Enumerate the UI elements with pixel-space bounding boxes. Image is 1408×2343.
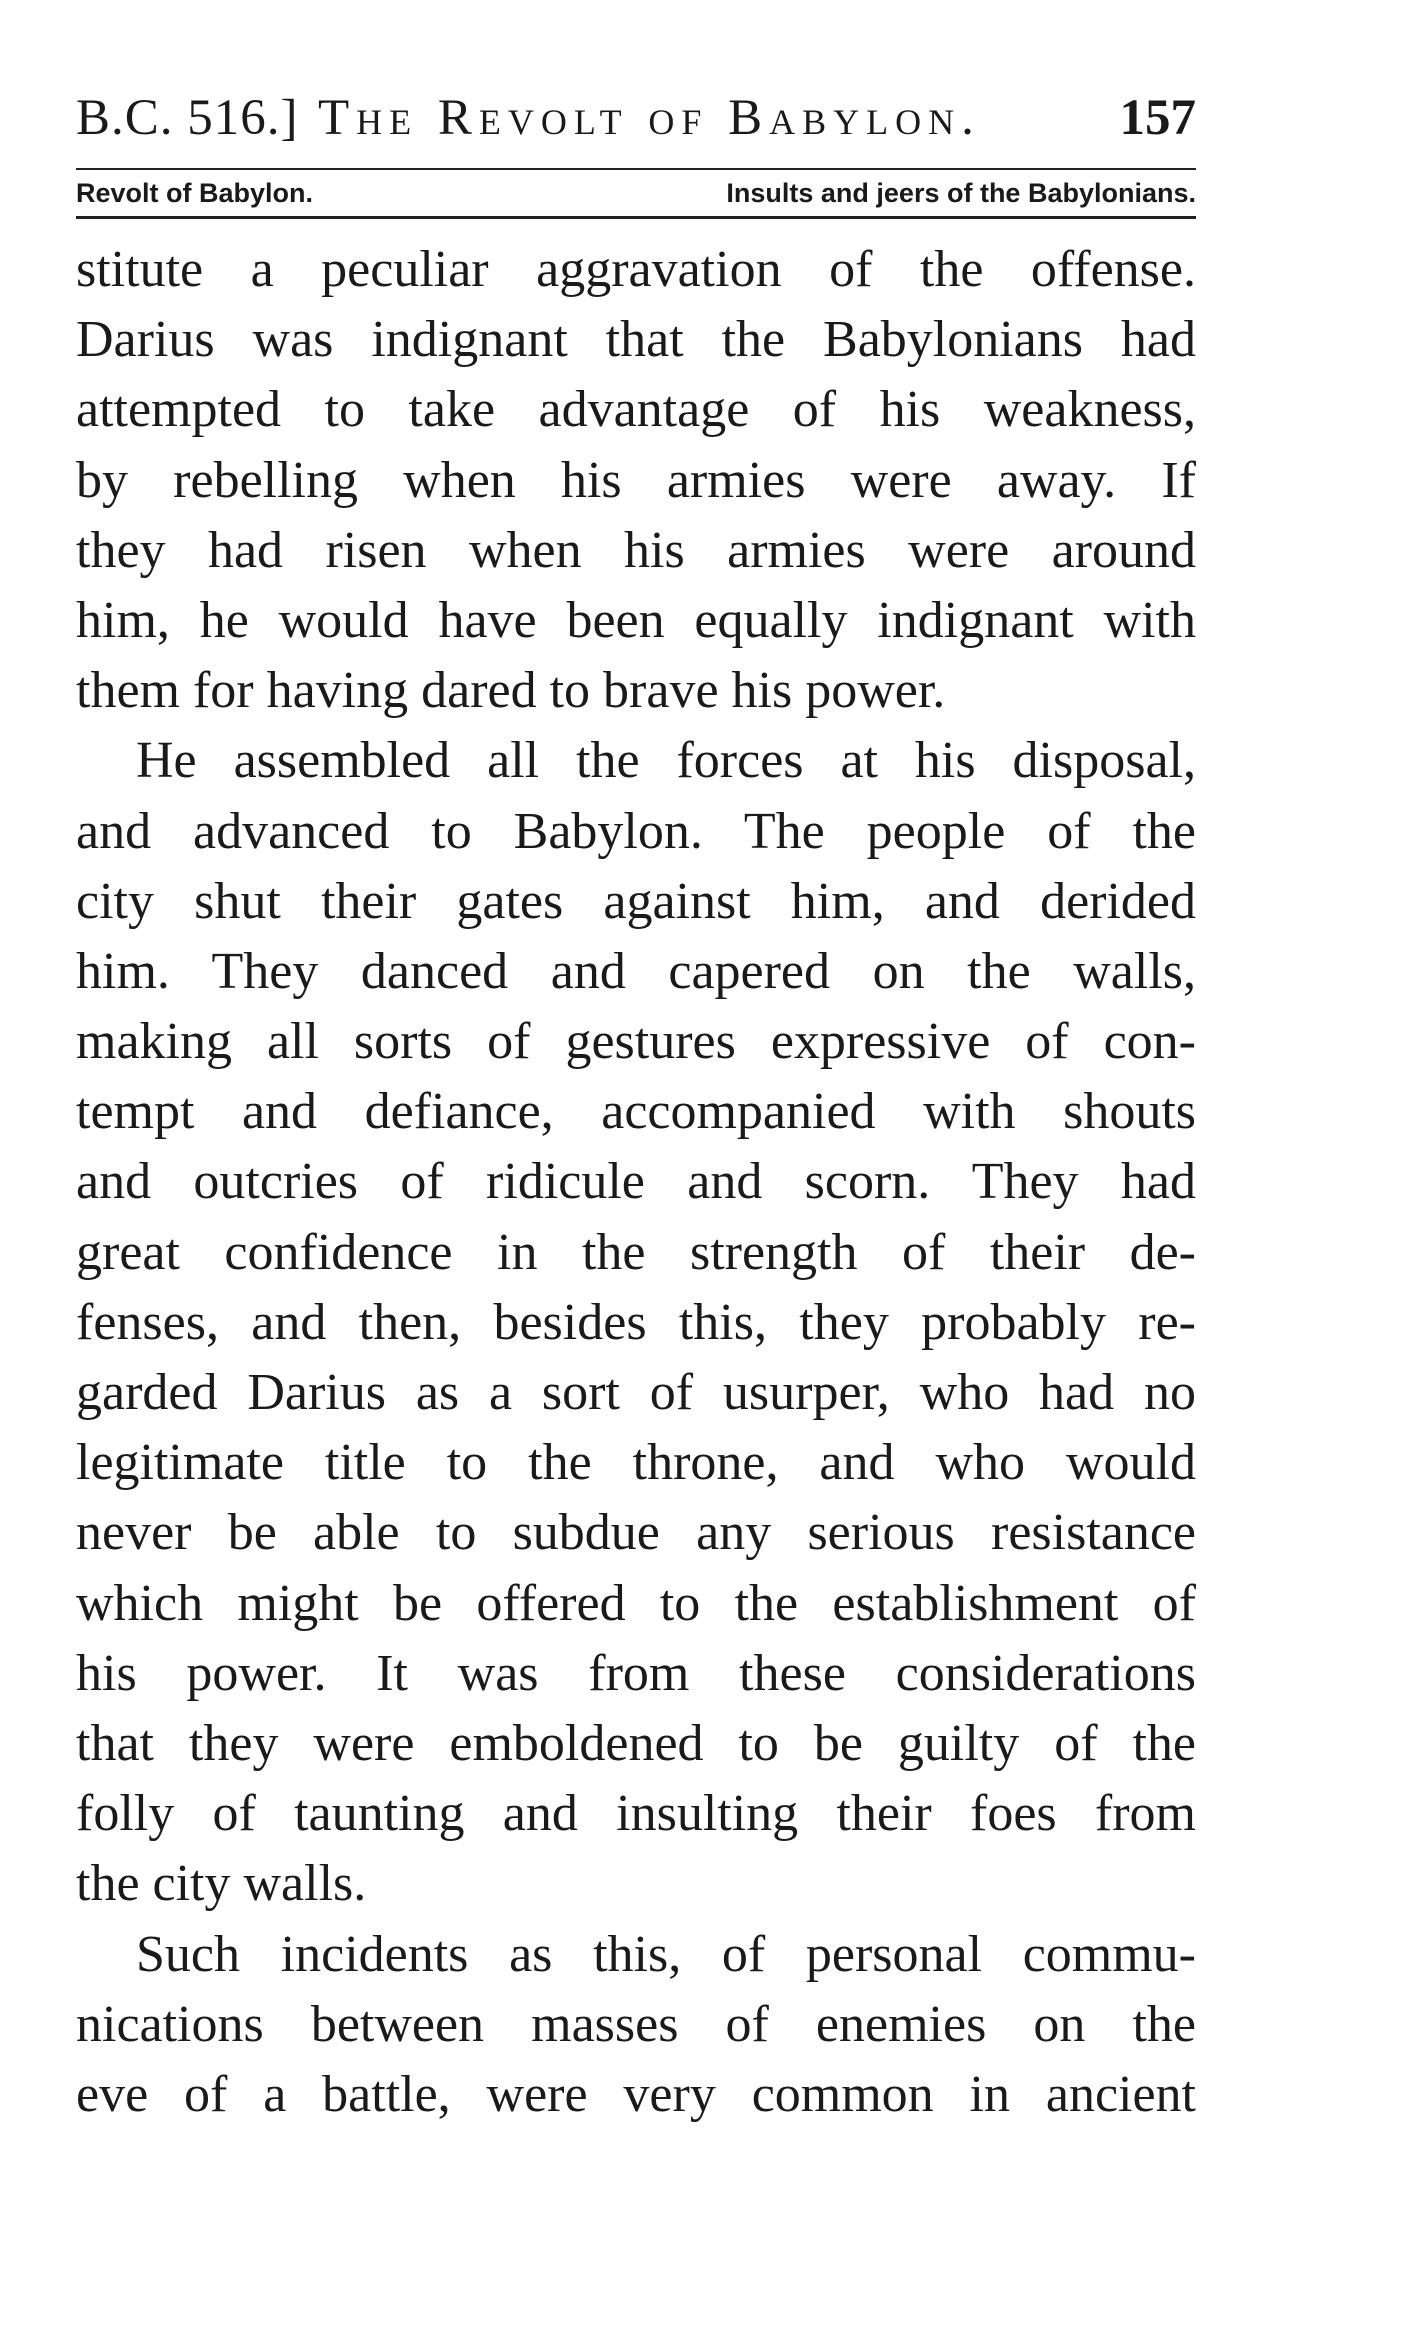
text-line: the city walls. bbox=[76, 1855, 367, 1913]
paragraph bbox=[76, 235, 1196, 726]
running-head bbox=[76, 78, 1196, 158]
text-line: great confidence in the strength of their de- bbox=[76, 1223, 1196, 1281]
text-line: nications between masses of enemies on the bbox=[76, 1995, 1196, 2053]
text-line: Darius was indignant that the Babylonians had bbox=[76, 311, 1196, 369]
text-line: stitute a peculiar aggravation of the offense. bbox=[76, 241, 1196, 298]
text-line: attempted to take advantage of his weakness, bbox=[76, 381, 1196, 439]
page-number: 157 bbox=[1119, 90, 1196, 146]
text-line: which might be offered to the establishment of bbox=[76, 1574, 1196, 1632]
text-line: legitimate title to the throne, and who would bbox=[76, 1434, 1196, 1492]
paragraph bbox=[76, 1920, 1196, 2131]
text-line: they had risen when his armies were around bbox=[76, 521, 1196, 579]
header-date: B.C. 516.] bbox=[76, 90, 299, 146]
book-page bbox=[76, 78, 1196, 2130]
text-line: him. They danced and capered on the walls, bbox=[76, 942, 1196, 1000]
text-line: them for having dared to brave his power. bbox=[76, 662, 946, 720]
chapter-title: The Revolt of Babylon. bbox=[318, 90, 981, 146]
text-line: folly of taunting and insulting their foes from bbox=[76, 1785, 1196, 1843]
text-line: never be able to subdue any serious resistance bbox=[76, 1504, 1196, 1562]
text-line: tempt and defiance, accompanied with shouts bbox=[76, 1083, 1196, 1141]
text-line: that they were emboldened to be guilty of the bbox=[76, 1714, 1196, 1772]
text-line: Such incidents as this, of personal commu- bbox=[136, 1925, 1196, 1983]
subheading-bar bbox=[76, 168, 1196, 219]
subheading-left: Revolt of Babylon. bbox=[76, 178, 314, 208]
subheading-right: Insults and jeers of the Babylonians. bbox=[726, 178, 1196, 208]
text-line: his power. It was from these considerations bbox=[76, 1644, 1196, 1702]
text-line: eve of a battle, were very common in ancient bbox=[76, 2065, 1196, 2123]
text-line: He assembled all the forces at his disposal, bbox=[136, 732, 1196, 790]
paragraph bbox=[76, 726, 1196, 1919]
text-line: making all sorts of gestures expressive of con- bbox=[76, 1013, 1196, 1071]
body-text bbox=[76, 235, 1196, 2130]
text-line: city shut their gates against him, and derided bbox=[76, 872, 1196, 930]
text-line: fenses, and then, besides this, they probably re- bbox=[76, 1293, 1196, 1351]
text-line: by rebelling when his armies were away. If bbox=[76, 451, 1196, 509]
text-line: and advanced to Babylon. The people of the bbox=[76, 802, 1196, 860]
text-line: and outcries of ridicule and scorn. They had bbox=[76, 1153, 1196, 1211]
text-line: garded Darius as a sort of usurper, who had no bbox=[76, 1364, 1196, 1421]
text-line: him, he would have been equally indignant with bbox=[76, 591, 1196, 649]
